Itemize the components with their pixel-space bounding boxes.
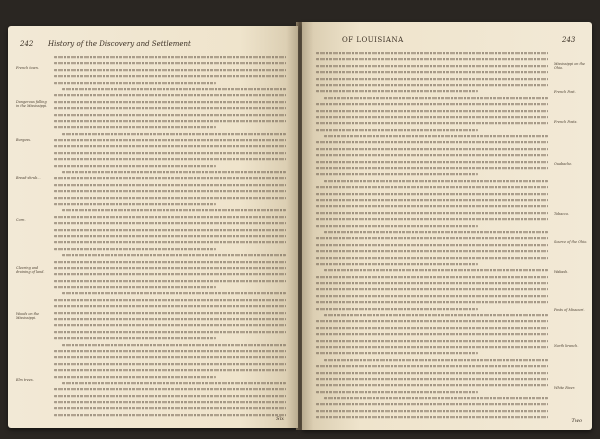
text-line	[316, 288, 548, 290]
text-line	[316, 352, 478, 354]
text-line	[54, 267, 286, 269]
text-line	[62, 254, 286, 256]
text-line	[316, 167, 548, 169]
text-line	[316, 378, 548, 380]
text-line	[316, 372, 548, 374]
text-line	[54, 216, 286, 218]
left-catchword: Six	[276, 416, 284, 422]
right-page-number: 243	[562, 36, 576, 44]
text-line	[316, 320, 548, 322]
text-line	[54, 94, 286, 96]
text-line	[54, 312, 286, 314]
text-line	[316, 205, 548, 207]
text-line	[54, 113, 286, 115]
text-line	[316, 263, 478, 265]
text-line	[54, 331, 286, 333]
text-line	[316, 333, 548, 335]
text-line	[316, 391, 478, 393]
text-line	[54, 62, 286, 64]
text-line	[324, 314, 548, 316]
text-line	[54, 145, 286, 147]
text-line	[54, 158, 286, 160]
text-line	[54, 407, 286, 409]
text-line	[54, 177, 286, 179]
margin-note: Woods on the Mississippi.	[16, 312, 40, 320]
text-line	[316, 141, 548, 143]
margin-note: Dangerous falling in the Mississippi.	[16, 100, 48, 108]
text-line	[54, 248, 216, 250]
text-line	[316, 84, 548, 86]
text-line	[54, 324, 286, 326]
text-line	[54, 82, 216, 84]
text-line	[316, 186, 548, 188]
text-line	[54, 350, 286, 352]
text-line	[54, 120, 286, 122]
text-line	[316, 276, 548, 278]
text-line	[316, 256, 548, 258]
text-line	[324, 135, 548, 137]
text-line	[316, 78, 548, 80]
margin-note: Posts of Missouri.	[554, 308, 585, 312]
text-line	[316, 346, 548, 348]
margin-note: Mississippi on the Ohio.	[554, 62, 586, 70]
text-line	[62, 88, 286, 90]
text-line	[54, 376, 216, 378]
text-line	[54, 363, 286, 365]
text-line	[316, 154, 548, 156]
text-line	[316, 199, 548, 201]
text-line	[316, 237, 548, 239]
text-line	[54, 241, 286, 243]
margin-note: Ouabache.	[554, 162, 573, 166]
text-line	[54, 388, 286, 390]
margin-note: North branch.	[554, 344, 579, 348]
text-line	[316, 384, 548, 386]
right-text-column	[316, 50, 548, 421]
text-line	[54, 197, 286, 199]
text-line	[54, 165, 216, 167]
text-line	[316, 416, 548, 418]
text-line	[324, 359, 548, 361]
text-line	[316, 173, 478, 175]
text-line	[316, 109, 548, 111]
margin-note: Corn.	[16, 218, 26, 222]
text-line	[54, 395, 286, 397]
right-catchword: Two	[571, 418, 582, 424]
text-line	[324, 397, 548, 399]
text-line	[54, 56, 286, 58]
margin-note: Tobacco.	[554, 212, 570, 216]
right-page	[302, 22, 592, 430]
text-line	[54, 139, 286, 141]
margin-note: French Post.	[554, 90, 576, 94]
text-line	[316, 52, 548, 54]
text-line	[324, 231, 548, 233]
left-running-head: History of the Discovery and Settlement	[48, 40, 191, 48]
text-line	[54, 235, 286, 237]
margin-note: Burgess.	[16, 138, 32, 142]
text-line	[316, 410, 548, 412]
margin-note: White River.	[554, 386, 576, 390]
text-line	[316, 65, 548, 67]
text-line	[54, 401, 286, 403]
text-line	[316, 116, 548, 118]
text-line	[316, 403, 548, 405]
left-page	[8, 26, 298, 428]
text-line	[316, 282, 548, 284]
text-line	[62, 133, 286, 135]
text-line	[62, 344, 286, 346]
margin-note: French town.	[16, 66, 39, 70]
text-line	[316, 71, 548, 73]
right-running-head: OF LOUISIANA	[342, 36, 404, 44]
left-page-number: 242	[20, 40, 34, 48]
text-line	[54, 229, 286, 231]
text-line	[316, 295, 548, 297]
text-line	[54, 356, 286, 358]
text-line	[316, 340, 548, 342]
text-line	[316, 327, 548, 329]
text-line	[316, 308, 478, 310]
text-line	[324, 180, 548, 182]
margin-note: Source of the Ohio.	[554, 240, 588, 244]
text-line	[54, 318, 286, 320]
text-line	[316, 103, 548, 105]
text-line	[54, 184, 286, 186]
text-line	[316, 161, 548, 163]
text-line	[316, 148, 548, 150]
text-line	[54, 280, 286, 282]
text-line	[54, 126, 216, 128]
text-line	[316, 58, 548, 60]
text-line	[324, 269, 548, 271]
text-line	[54, 305, 286, 307]
margin-note: Elm trees.	[16, 378, 34, 382]
text-line	[54, 369, 286, 371]
text-line	[54, 152, 286, 154]
text-line	[54, 203, 216, 205]
text-line	[54, 286, 216, 288]
text-line	[316, 250, 548, 252]
text-line	[54, 75, 286, 77]
text-line	[316, 365, 548, 367]
text-line	[316, 225, 478, 227]
margin-note: Wabash.	[554, 270, 569, 274]
text-line	[316, 301, 548, 303]
text-line	[54, 414, 286, 416]
text-line	[54, 101, 286, 103]
text-line	[62, 292, 286, 294]
text-line	[54, 69, 286, 71]
text-line	[316, 244, 548, 246]
text-line	[62, 382, 286, 384]
left-text-column	[54, 54, 286, 418]
text-line	[54, 222, 286, 224]
text-line	[324, 97, 548, 99]
text-line	[316, 122, 548, 124]
text-line	[316, 90, 478, 92]
text-line	[316, 212, 548, 214]
text-line	[54, 337, 216, 339]
text-line	[316, 193, 548, 195]
text-line	[54, 107, 286, 109]
text-line	[54, 299, 286, 301]
text-line	[316, 129, 478, 131]
margin-note: Clearing and draining of land.	[16, 266, 45, 274]
text-line	[54, 190, 286, 192]
margin-note: Bread-shrub...	[16, 176, 41, 180]
text-line	[62, 171, 286, 173]
text-line	[54, 273, 286, 275]
text-line	[316, 218, 548, 220]
margin-note: French Posts.	[554, 120, 578, 124]
text-line	[54, 260, 286, 262]
text-line	[62, 209, 286, 211]
